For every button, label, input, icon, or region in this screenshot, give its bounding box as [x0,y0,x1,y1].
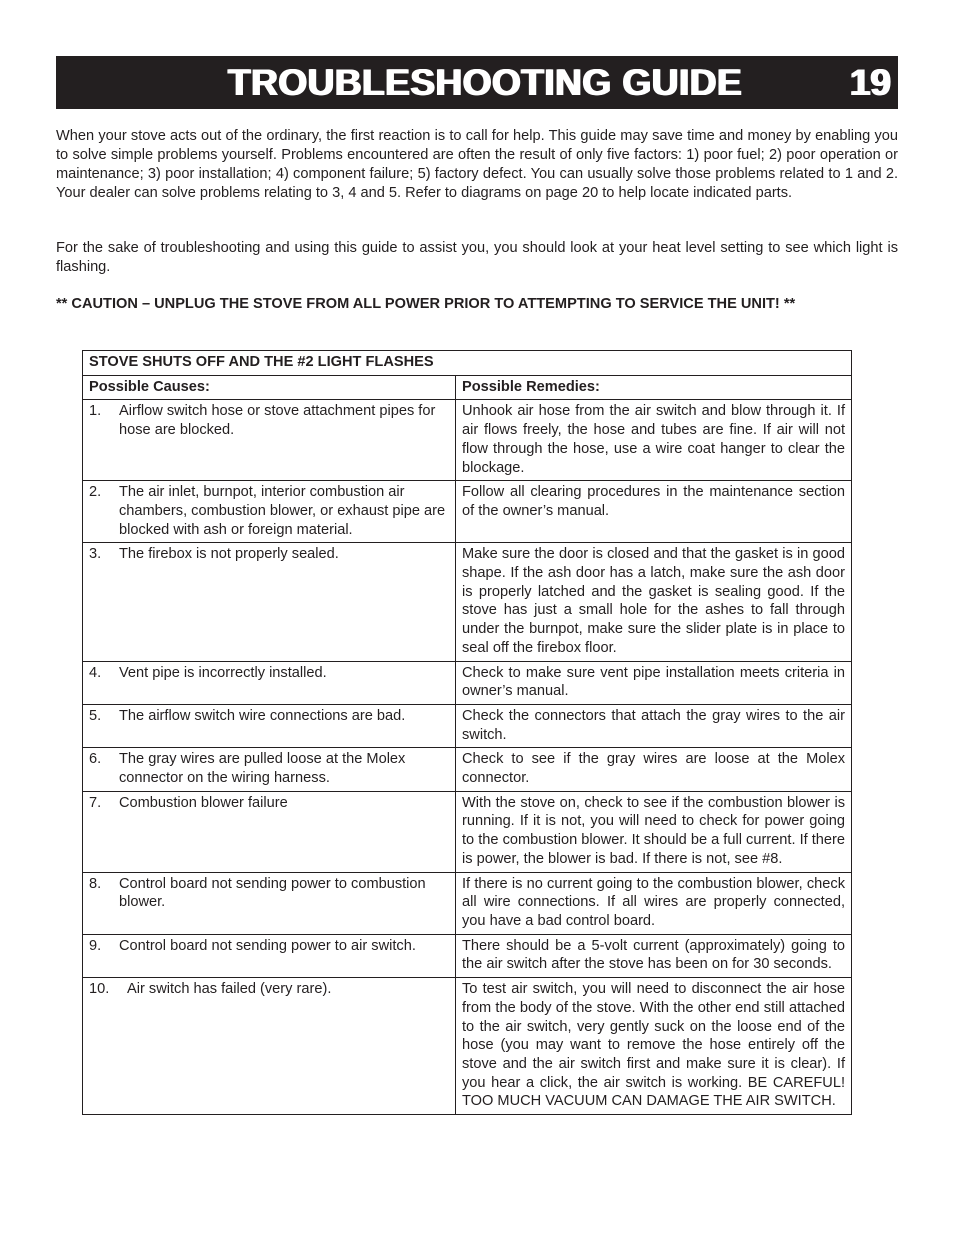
table-row [83,934,852,977]
cause-number: 7. [89,794,102,811]
remedy-cell: Follow all clearing procedures in the maintenance section of the owner’s manual. [456,481,852,543]
cause-text: Control board not sending power to air switch. [119,937,416,954]
cause-cell [83,791,456,872]
page-title: TROUBLESHOOTING GUIDE [228,62,743,103]
cause-cell [83,748,456,791]
cause-cell [83,481,456,543]
troubleshooting-table [82,350,852,1115]
caution-notice: ** CAUTION – UNPLUG THE STOVE FROM ALL POWER PRIOR TO ATTEMPTING TO SERVICE THE UNIT! ** [56,296,796,312]
cause-number: 10. [89,981,110,998]
cause-number: 6. [89,751,102,768]
cause-cell [83,400,456,481]
cause-cell [83,661,456,704]
cause-text: The firebox is not properly sealed. [119,546,339,563]
remedy-cell: With the stove on, check to see if the combustion blower is running. If it is not, you will need to check for power going to the combustion blower. It should be a full current. If there is power, the blower is bad. If there is not, see #8. [456,791,852,872]
cause-number: 2. [89,484,102,501]
remedy-cell: Check to see if the gray wires are loose at the Molex connector. [456,748,852,791]
cause-text: Air switch has failed (very rare). [127,981,332,998]
remedy-cell: Unhook air hose from the air switch and blow through it. If air flows freely, the hose and tubes are fine. If air will not flow through the hose, use a wire coat hanger to clear the blockage. [456,400,852,481]
cause-text: The air inlet, burnpot, interior combustion air chambers, combustion blower, or exhaust pipe are blocked with ash or foreign material. [119,484,446,538]
cause-cell [83,872,456,934]
table-row [83,978,852,1115]
table-row [83,481,852,543]
cause-cell [83,978,456,1115]
table-row [83,791,852,872]
table-row [83,543,852,661]
table-title-row [83,351,852,376]
table-row [83,661,852,704]
table-title: STOVE SHUTS OFF AND THE #2 LIGHT FLASHES [83,351,852,376]
cause-cell [83,934,456,977]
cause-text: Airflow switch hose or stove attachment pipes for hose are blocked. [119,403,436,439]
remedy-cell: To test air switch, you will need to disconnect the air hose from the body of the stove. With the other end still attached to the air switch, very gently suck on the loose end of the hose (you may want to remove the hose entirely off the stove and the air switch first and make sure it is clear). If you hear a click, the air switch is working. BE CAREFUL! TOO MUCH VACUUM CAN DAMAGE THE AIR SWITCH. [456,978,852,1115]
instruction-paragraph: For the sake of troubleshooting and using this guide to assist you, you should look at your heat level setting to see which light is flashing. [56,240,898,275]
cause-text: The airflow switch wire connections are bad. [119,707,406,724]
page-number: 19 [849,62,891,103]
table-row [83,748,852,791]
table-header-row [83,375,852,400]
remedy-cell: Check to make sure vent pipe installation meets criteria in owner’s manual. [456,661,852,704]
cause-cell [83,543,456,661]
table-row [83,872,852,934]
cause-cell [83,704,456,747]
remedy-cell: Check the connectors that attach the gray wires to the air switch. [456,704,852,747]
cause-number: 8. [89,875,102,892]
cause-text: Combustion blower failure [119,794,288,811]
cause-text: Vent pipe is incorrectly installed. [119,664,327,681]
remedy-cell: There should be a 5-volt current (approximately) going to the air switch after the stove has been on for 30 seconds. [456,934,852,977]
cause-number: 4. [89,664,102,681]
cause-text: Control board not sending power to combustion blower. [119,875,426,911]
cause-number: 9. [89,937,102,954]
cause-number: 5. [89,707,102,724]
remedy-cell: If there is no current going to the combustion blower, check all wire connections. If all wires are properly connected, you have a bad control board. [456,872,852,934]
intro-paragraph: When your stove acts out of the ordinary, the first reaction is to call for help. This guide may save time and money by enabling you to solve simple problems yourself. Problems encountered are often the result of only five factors: 1) poor fuel; 2) poor operation or maintenance; 3) poor installation; 4) component failure; 5) factory defect. You can usually solve those problems related to 1 and 2. Your dealer can solve problems relating to 3, 4 and 5. Refer to diagrams on page 20 to help locate indicated parts. [56,128,898,201]
table-row [83,704,852,747]
cause-text: The gray wires are pulled loose at the Molex connector on the wiring harness. [119,751,406,787]
remedy-cell: Make sure the door is closed and that the gasket is in good shape. If the ash door has a latch, make sure the ash door is properly latched and the gasket is sealing good. If the stove has just a small hole for the ashes to fall through under the burnpot, make sure the slider plate is in place to seal off the firebox floor. [456,543,852,661]
causes-column-header: Possible Causes: [83,375,456,400]
cause-number: 3. [89,546,102,563]
table-row [83,400,852,481]
remedies-column-header: Possible Remedies: [456,375,852,400]
cause-number: 1. [89,403,102,420]
title-bar [56,56,898,109]
